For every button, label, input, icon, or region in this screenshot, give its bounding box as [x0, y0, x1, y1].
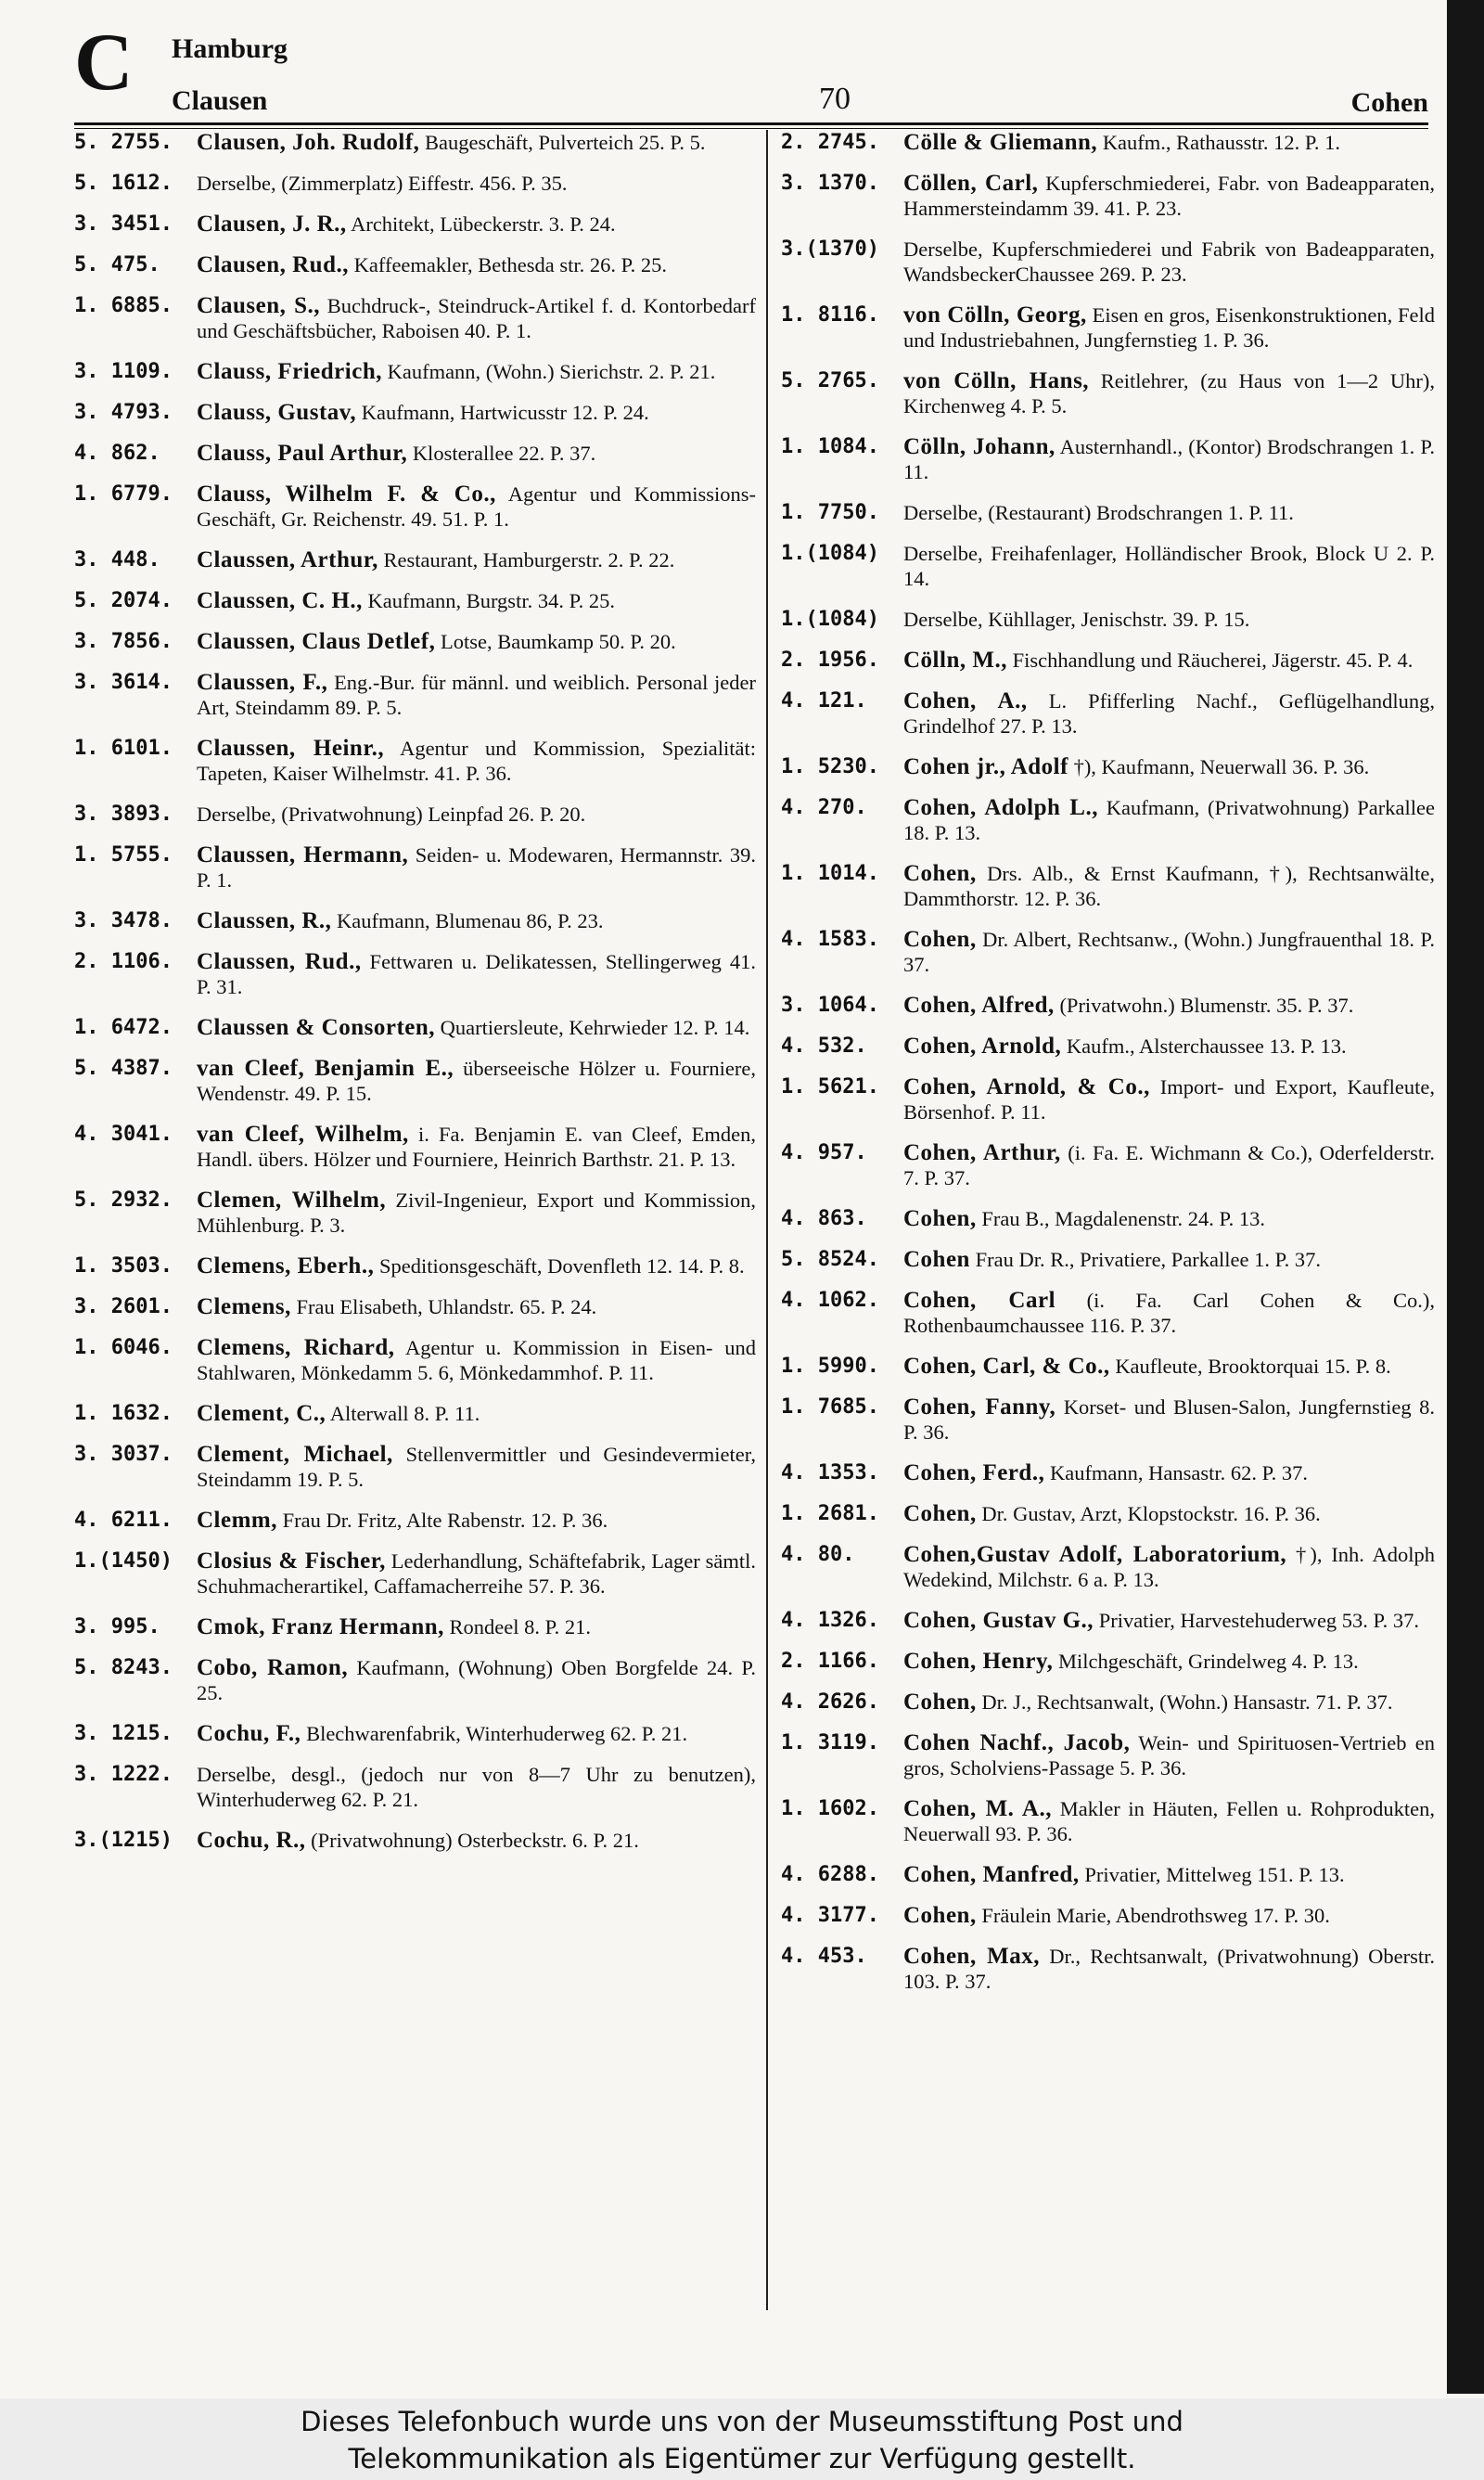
phone-number: 3. 3614. — [74, 671, 173, 694]
entry-details: überseeische Hölzer u. Fourniere, Wendenstr. 49. P. 15. — [197, 1057, 756, 1105]
phone-number: 3. 448. — [74, 548, 160, 572]
directory-entry — [74, 629, 756, 654]
directory-entry — [74, 130, 756, 155]
subscriber-name: Claussen, Heinr., — [197, 736, 385, 761]
phone-number: 4. 1062. — [781, 1289, 879, 1312]
entry-details: Kupferschmiederei, Fabr. von Badeapparaten, Hammersteindamm 39. 41. P. 23. — [903, 172, 1435, 220]
subscriber-name: Clausen, J. R., — [197, 212, 347, 237]
entry-details: Derselbe, Freihafenlager, Holländischer Brook, Block U 2. P. 14. — [903, 542, 1435, 590]
entry-details: Fischhandlung und Räucherei, Jägerstr. 45. P. 4. — [1006, 649, 1414, 672]
phone-number: 4. 863. — [781, 1207, 867, 1230]
phone-number: 3. 3893. — [74, 803, 173, 826]
directory-entry — [781, 1140, 1435, 1190]
entry-details: Frau B., Magdalenenstr. 24. P. 13. — [976, 1207, 1265, 1230]
directory-entry — [74, 359, 756, 384]
entry-details: Kaffeemakler, Bethesda str. 26. P. 25. — [349, 253, 667, 276]
directory-entry — [781, 1542, 1435, 1592]
header-rule — [74, 122, 1428, 125]
subscriber-name: Cohen, — [903, 1501, 977, 1526]
entry-details: Kaufmann, (Wohnung) Oben Borgfelde 24. P. 25. — [197, 1656, 756, 1704]
phone-number: 2. 1166. — [781, 1650, 879, 1673]
subscriber-name: Cohen, Manfred, — [903, 1862, 1080, 1887]
directory-entry — [74, 1508, 756, 1533]
entry-details: Derselbe, (Privatwohnung) Leinpfad 26. P. 20. — [197, 803, 586, 826]
subscriber-name: Cohen,Gustav Adolf, Laboratorium, — [903, 1542, 1287, 1567]
subscriber-name: Clement, C., — [197, 1401, 326, 1426]
directory-entry — [74, 588, 756, 613]
entry-details: Baugeschäft, Pulverteich 25. P. 5. — [419, 131, 706, 154]
entry-details: Buchdruck-, Steindruck-Artikel f. d. Kontorbedarf und Geschäftsbücher, Raboisen 40. P. 1. — [197, 294, 756, 342]
directory-entry — [74, 1548, 756, 1599]
subscriber-name: Cohen, Arnold, — [903, 1034, 1062, 1059]
directory-entry — [74, 1335, 756, 1385]
subscriber-name: Clemen, Wilhelm, — [197, 1188, 387, 1213]
directory-entry — [74, 212, 756, 237]
entry-details: Dr. Gustav, Arzt, Klopstockstr. 16. P. 36. — [976, 1502, 1321, 1525]
entry-details: Derselbe, (Zimmerplatz) Eiffestr. 456. P. 35. — [197, 172, 568, 195]
subscriber-name: Cohen, Carl, & Co., — [903, 1354, 1110, 1379]
directory-entry — [781, 302, 1435, 353]
subscriber-name: van Cleef, Wilhelm, — [197, 1122, 409, 1147]
directory-entry — [781, 1247, 1435, 1272]
entry-details: Eng.-Bur. für männl. und weiblich. Personal jeder Art, Steindamm 89. P. 5. — [197, 671, 756, 719]
directory-entry — [74, 1721, 756, 1746]
subscriber-name: Cohen, Fanny, — [903, 1394, 1056, 1420]
phone-number: 1. 1602. — [781, 1797, 879, 1820]
entry-details: Rondeel 8. P. 21. — [443, 1615, 592, 1638]
directory-entry — [74, 949, 756, 999]
subscriber-name: von Cölln, Hans, — [903, 368, 1090, 393]
left-column — [74, 130, 756, 1869]
subscriber-name: Cohen, — [903, 861, 977, 886]
subscriber-name: Cohen, Adolph L., — [903, 795, 1098, 820]
phone-number: 1. 6101. — [74, 737, 173, 760]
directory-entry — [781, 1862, 1435, 1887]
directory-entry — [74, 293, 756, 343]
entry-details: Privatier, Mittelweg 151. P. 13. — [1079, 1863, 1345, 1886]
entry-details: Blechwarenfabrik, Winterhuderweg 62. P. 21. — [301, 1722, 688, 1745]
subscriber-name: Clauss, Paul Arthur, — [197, 441, 408, 466]
entry-details: Kaufmann, (Wohn.) Sierichstr. 2. P. 21. — [381, 360, 716, 383]
phone-number: 5. 8524. — [781, 1248, 879, 1271]
phone-number: 1. 5230. — [781, 755, 879, 778]
phone-number: 1. 5755. — [74, 843, 173, 867]
subscriber-name: Clauss, Friedrich, — [197, 359, 382, 384]
page-header — [74, 17, 1428, 119]
phone-number: 4. 1353. — [781, 1461, 879, 1484]
subscriber-name: Cohen, Carl — [903, 1288, 1056, 1313]
entry-details: i. Fa. Benjamin E. van Cleef, Emden, Handl. übers. Hölzer und Fourniere, Heinrich Barthstr. 21. P. 13. — [197, 1123, 757, 1171]
entry-details: Wein- und Spirituosen-Vertrieb en gros, Scholviens-Passage 5. P. 36. — [903, 1731, 1435, 1780]
phone-number: 1. 1084. — [781, 435, 879, 458]
directory-entry — [74, 1762, 756, 1812]
subscriber-name: Cohen, M. A., — [903, 1796, 1052, 1821]
entry-details: Klosterallee 22. P. 37. — [407, 442, 596, 465]
directory-entry — [781, 1501, 1435, 1526]
subscriber-name: Clement, Michael, — [197, 1442, 393, 1467]
phone-number: 3. 1109. — [74, 360, 173, 383]
phone-number: 1. 2681. — [781, 1502, 879, 1525]
entry-details: Kaufleute, Brooktorquai 15. P. 8. — [1109, 1355, 1391, 1378]
entry-details: Agentur u. Kommission in Eisen- und Stahlwaren, Mönkedamm 5. 6, Mönkedammhof. P. 11. — [197, 1336, 756, 1384]
phone-number: 3. 3037. — [74, 1443, 173, 1466]
entry-details: (i. Fa. E. Wichmann & Co.), Oderfelderstr. 7. P. 37. — [903, 1141, 1435, 1189]
phone-number: 5. 2932. — [74, 1189, 173, 1212]
directory-entry — [781, 1690, 1435, 1715]
phone-number: 4. 3041. — [74, 1123, 173, 1146]
phone-number: 5. 2755. — [74, 131, 173, 154]
directory-entry — [74, 802, 756, 827]
directory-entry — [74, 1614, 756, 1639]
directory-entry — [781, 1903, 1435, 1928]
phone-number: 3. 2601. — [74, 1295, 173, 1318]
entry-details: (Privatwohn.) Blumenstr. 35. P. 37. — [1054, 994, 1354, 1017]
archive-footer — [0, 2398, 1484, 2480]
entry-details: Korset- und Blusen-Salon, Jungfernstieg 8. P. 36. — [903, 1395, 1435, 1444]
phone-number: 5. 2765. — [781, 369, 879, 392]
directory-entry — [781, 130, 1435, 155]
directory-entry — [74, 252, 756, 277]
phone-number: 1. 3503. — [74, 1254, 173, 1278]
phone-number: 1.(1084) — [781, 542, 879, 565]
directory-entry — [781, 1034, 1435, 1059]
subscriber-name: Claussen, Hermann, — [197, 842, 409, 867]
directory-entry — [74, 670, 756, 720]
directory-entry — [781, 861, 1435, 911]
directory-entry — [781, 1288, 1435, 1338]
entry-details: Kaufmann, Blumenau 86, P. 23. — [331, 909, 604, 932]
directory-entry — [781, 754, 1435, 779]
phone-number: 4. 957. — [781, 1141, 867, 1164]
directory-entry — [781, 607, 1435, 632]
phone-number: 3. 1370. — [781, 172, 879, 195]
subscriber-name: Claussen, F., — [197, 670, 328, 695]
phone-number: 4. 3177. — [781, 1904, 879, 1927]
entry-details: Speditionsgeschäft, Dovenfleth 12. 14. P. 8. — [374, 1254, 745, 1278]
entry-details: Reitlehrer, (zu Haus von 1—2 Uhr), Kirchenweg 4. P. 5. — [903, 369, 1435, 418]
directory-entry — [781, 434, 1435, 484]
directory-entry — [74, 1401, 756, 1426]
phone-number: 1.(1084) — [781, 608, 879, 631]
phone-number: 5. 475. — [74, 253, 160, 276]
phone-number: 3. 3478. — [74, 909, 173, 932]
directory-entry — [781, 237, 1435, 287]
directory-entry — [781, 368, 1435, 418]
entry-details: Alterwall 8. P. 11. — [326, 1402, 480, 1425]
directory-entry — [781, 171, 1435, 221]
subscriber-name: Clausen, S., — [197, 293, 321, 318]
directory-entry — [74, 1442, 756, 1492]
phone-number: 3. 1215. — [74, 1722, 173, 1745]
directory-entry — [781, 1730, 1435, 1780]
subscriber-name: Cöllen, Carl, — [903, 171, 1039, 196]
directory-entry — [781, 795, 1435, 845]
phone-number: 4. 6211. — [74, 1509, 173, 1532]
entry-details: Agentur und Kommissions-Geschäft, Gr. Reichenstr. 49. 51. P. 1. — [197, 482, 756, 531]
subscriber-name: Cohen Nachf., Jacob, — [903, 1730, 1131, 1755]
directory-entry — [781, 1394, 1435, 1445]
phone-number: 1. 7685. — [781, 1395, 879, 1419]
directory-entry — [781, 1944, 1435, 1994]
subscriber-name: Cohen, — [903, 1206, 977, 1231]
phone-number: 3. 995. — [74, 1615, 160, 1638]
phone-number: 1. 3119. — [781, 1731, 879, 1754]
directory-entry — [74, 1188, 756, 1238]
header-city: Hamburg — [172, 33, 288, 64]
subscriber-name: Claussen, C. H., — [197, 588, 363, 613]
phone-number: 1. 1632. — [74, 1402, 173, 1425]
phone-number: 4. 453. — [781, 1945, 867, 1968]
directory-entry — [781, 541, 1435, 591]
subscriber-name: Cohen, Alfred, — [903, 993, 1055, 1018]
entry-details: Kaufmann, Hansastr. 62. P. 37. — [1044, 1461, 1309, 1484]
entry-details: Import- und Export, Kaufleute, Börsenhof. P. 11. — [903, 1075, 1435, 1124]
subscriber-name: Clausen, Rud., — [197, 252, 349, 277]
directory-entry — [74, 1828, 756, 1853]
subscriber-name: Cochu, R., — [197, 1828, 306, 1853]
subscriber-name: Claussen, Rud., — [197, 949, 362, 974]
subscriber-name: Cohen jr., Adolf — [903, 754, 1068, 779]
page-number: 70 — [819, 82, 851, 116]
subscriber-name: Cohen, — [903, 1690, 977, 1715]
directory-entry — [74, 171, 756, 196]
entry-details: †), Kaufmann, Neuerwall 36. P. 36. — [1068, 755, 1370, 778]
directory-entry — [781, 648, 1435, 673]
phone-number: 3.(1215) — [74, 1829, 173, 1852]
directory-entry — [74, 1122, 756, 1172]
entry-details: Lederhandlung, Schäftefabrik, Lager sämtl. Schuhmacherartikel, Caffamacherreihe 57. P. 36. — [197, 1549, 756, 1598]
entry-details: Agentur und Kommission, Spezialität: Tapeten, Kaiser Wilhelmstr. 41. P. 36. — [197, 737, 756, 785]
directory-entry — [74, 908, 756, 933]
entry-details: L. Pfifferling Nachf., Geflügelhandlung, Grindelhof 27. P. 13. — [903, 689, 1435, 738]
subscriber-name: Clauss, Wilhelm F. & Co., — [197, 482, 496, 507]
directory-entry — [74, 1655, 756, 1705]
subscriber-name: Cohen, Arthur, — [903, 1140, 1061, 1165]
section-letter: C — [74, 18, 134, 108]
subscriber-name: Clemens, — [197, 1294, 291, 1319]
entry-details: Privatier, Harvestehuderweg 53. P. 37. — [1094, 1609, 1419, 1632]
directory-entry — [74, 482, 756, 532]
directory-entry — [781, 1206, 1435, 1231]
directory-entry — [74, 842, 756, 893]
subscriber-name: Clemens, Richard, — [197, 1335, 395, 1360]
subscriber-name: Clauss, Gustav, — [197, 400, 357, 425]
next-page-edge — [1447, 0, 1484, 2394]
entry-details: (i. Fa. Carl Cohen & Co.), Rothenbaumchaussee 116. P. 37. — [903, 1289, 1435, 1337]
phone-number: 1. 6472. — [74, 1016, 173, 1039]
subscriber-name: Cölle & Gliemann, — [903, 130, 1098, 155]
directory-entry — [781, 993, 1435, 1018]
subscriber-name: Claussen, R., — [197, 908, 332, 933]
footer-line-2: Telekommunikation als Eigentümer zur Verfügung gestellt. — [348, 2443, 1136, 2474]
subscriber-name: Clemm, — [197, 1508, 277, 1533]
entry-details: †), Inh. Adolph Wedekind, Milchstr. 6 a. P. 13. — [903, 1543, 1436, 1591]
entry-details: Frau Dr. Fritz, Alte Rabenstr. 12. P. 36. — [277, 1509, 608, 1532]
directory-entry — [74, 441, 756, 466]
subscriber-name: von Cölln, Georg, — [903, 302, 1087, 328]
directory-entry — [74, 400, 756, 425]
entry-details: Fräulein Marie, Abendrothsweg 17. P. 30. — [976, 1904, 1330, 1927]
entry-details: Frau Dr. R., Privatiere, Parkallee 1. P. 37. — [969, 1248, 1322, 1271]
phone-number: 1. 8116. — [781, 303, 879, 327]
entry-details: (Privatwohnung) Osterbeckstr. 6. P. 21. — [305, 1829, 639, 1852]
phone-number: 4. 1326. — [781, 1609, 879, 1632]
directory-entry — [781, 1074, 1435, 1124]
subscriber-name: Clemens, Eberh., — [197, 1253, 375, 1279]
header-rule-thin — [74, 128, 1428, 129]
phone-number: 3. 3451. — [74, 212, 173, 236]
subscriber-name: van Cleef, Benjamin E., — [197, 1056, 454, 1081]
directory-entry — [74, 736, 756, 786]
phone-number: 2. 1956. — [781, 649, 879, 672]
entry-details: Austernhandl., (Kontor) Brodschrangen 1. P. 11. — [903, 435, 1435, 483]
phone-number: 4. 6288. — [781, 1863, 879, 1886]
subscriber-name: Cohen — [903, 1247, 970, 1272]
directory-entry — [781, 688, 1435, 739]
phone-number: 3. 1222. — [74, 1763, 173, 1786]
phone-number: 4. 1583. — [781, 928, 879, 951]
subscriber-name: Cohen, Gustav G., — [903, 1608, 1094, 1633]
entry-details: Makler in Häuten, Fellen u. Rohprodukten, Neuerwall 93. P. 36. — [903, 1797, 1435, 1845]
subscriber-name: Cohen, Henry, — [903, 1649, 1054, 1674]
entry-details: Drs. Alb., & Ernst Kaufmann, †), Rechtsanwälte, Dammthorstr. 12. P. 36. — [903, 862, 1435, 910]
directory-entry — [74, 1253, 756, 1279]
subscriber-name: Cohen, — [903, 927, 977, 952]
entry-details: Kaufmann, Burgstr. 34. P. 25. — [362, 589, 615, 612]
phone-number: 1.(1450) — [74, 1549, 173, 1573]
column-divider — [766, 130, 768, 2310]
subscriber-name: Cohen, Arnold, & Co., — [903, 1074, 1150, 1099]
entry-details: Restaurant, Hamburgerstr. 2. P. 22. — [377, 548, 675, 572]
phone-number: 4. 80. — [781, 1543, 855, 1566]
subscriber-name: Claussen & Consorten, — [197, 1015, 436, 1040]
entry-details: Derselbe, Kühllager, Jenischstr. 39. P. 15. — [903, 608, 1250, 631]
subscriber-name: Cölln, M., — [903, 648, 1007, 673]
directory-entry — [781, 1796, 1435, 1846]
phone-number: 5. 8243. — [74, 1656, 173, 1679]
phone-number: 4. 270. — [781, 796, 867, 819]
entry-details: Lotse, Baumkamp 50. P. 20. — [435, 630, 676, 653]
entry-details: Derselbe, Kupferschmiederei und Fabrik von Badeapparaten, WandsbeckerChaussee 269. P. 23. — [903, 238, 1435, 286]
entry-details: Quartiersleute, Kehrwieder 12. P. 14. — [435, 1016, 750, 1039]
entry-details: Zivil-Ingenieur, Export und Kommission, Mühlenburg. P. 3. — [197, 1189, 756, 1237]
directory-entry — [781, 500, 1435, 525]
entry-details: Kaufm., Alsterchaussee 13. P. 13. — [1061, 1034, 1347, 1058]
phone-number: 3. 7856. — [74, 630, 173, 653]
entry-details: Kaufmann, (Privatwohnung) Parkallee 18. P. 13. — [903, 796, 1435, 844]
entry-details: Kaufm., Rathausstr. 12. P. 1. — [1097, 131, 1341, 154]
phone-number: 3. 4793. — [74, 401, 173, 424]
entry-details: Seiden- u. Modewaren, Hermannstr. 39. P. 1. — [197, 843, 756, 892]
footer-line-1: Dieses Telefonbuch wurde uns von der Museumsstiftung Post und — [301, 2406, 1183, 2437]
subscriber-name: Cölln, Johann, — [903, 434, 1055, 459]
directory-entry — [781, 1354, 1435, 1379]
entry-details: Dr. J., Rechtsanwalt, (Wohn.) Hansastr. 71. P. 37. — [976, 1690, 1393, 1714]
phone-number: 2. 1106. — [74, 950, 173, 973]
phone-number: 1. 6885. — [74, 294, 173, 317]
entry-details: Kaufmann, Hartwicusstr 12. P. 24. — [356, 401, 649, 424]
subscriber-name: Cohen, Max, — [903, 1944, 1040, 1969]
subscriber-name: Cohen, — [903, 1903, 977, 1928]
entry-details: Derselbe, desgl., (jedoch nur von 8—7 Uhr zu benutzen), Winterhuderweg 62. P. 21. — [197, 1763, 756, 1811]
phone-number: 3.(1370) — [781, 238, 879, 261]
phone-number: 1. 6779. — [74, 482, 173, 506]
directory-entry — [74, 1294, 756, 1319]
phone-number: 4. 532. — [781, 1034, 867, 1058]
subscriber-name: Cobo, Ramon, — [197, 1655, 349, 1680]
subscriber-name: Cohen, Ferd., — [903, 1460, 1045, 1485]
phone-number: 5. 1612. — [74, 172, 173, 195]
phone-number: 1. 5990. — [781, 1355, 879, 1378]
entry-details: Stellenvermittler und Gesindevermieter, Steindamm 19. P. 5. — [197, 1443, 756, 1491]
phone-number: 5. 2074. — [74, 589, 173, 612]
entry-details: Fettwaren u. Delikatessen, Stellingerweg 41. P. 31. — [197, 950, 756, 998]
subscriber-name: Claussen, Arthur, — [197, 547, 378, 572]
phone-number: 1. 5621. — [781, 1075, 879, 1099]
phone-number: 2. 2745. — [781, 131, 879, 154]
entry-details: Dr., Rechtsanwalt, (Privatwohnung) Oberstr. 103. P. 37. — [903, 1945, 1435, 1993]
directory-entry — [74, 1015, 756, 1040]
entry-details: Dr. Albert, Rechtsanw., (Wohn.) Jungfrauenthal 18. P. 37. — [903, 928, 1435, 976]
phone-number: 1. 7750. — [781, 501, 879, 524]
subscriber-name: Clausen, Joh. Rudolf, — [197, 130, 420, 155]
right-column — [781, 130, 1435, 2010]
directory-entry — [781, 1649, 1435, 1674]
header-last-entry: Cohen — [1350, 87, 1428, 118]
entry-details: Milchgeschäft, Grindelweg 4. P. 13. — [1053, 1650, 1359, 1673]
phone-number: 5. 4387. — [74, 1057, 173, 1080]
directory-entry — [781, 1608, 1435, 1633]
phone-number: 1. 1014. — [781, 862, 879, 885]
entry-details: Eisen en gros, Eisenkonstruktionen, Feld und Industriebahnen, Jungfernstieg 1. P. 36. — [903, 303, 1435, 352]
header-first-entry: Clausen — [172, 85, 268, 116]
phone-number: 1. 6046. — [74, 1336, 173, 1359]
phone-number: 3. 1064. — [781, 994, 879, 1017]
entry-details: Frau Elisabeth, Uhlandstr. 65. P. 24. — [290, 1295, 597, 1318]
subscriber-name: Cmok, Franz Hermann, — [197, 1614, 444, 1639]
entry-details: Derselbe, (Restaurant) Brodschrangen 1. P. 11. — [903, 501, 1294, 524]
phone-number: 4. 862. — [74, 442, 160, 465]
entry-details: Architekt, Lübeckerstr. 3. P. 24. — [346, 212, 616, 236]
subscriber-name: Cochu, F., — [197, 1721, 301, 1746]
directory-entry — [781, 927, 1435, 977]
subscriber-name: Claussen, Claus Detlef, — [197, 629, 436, 654]
directory-entry — [781, 1460, 1435, 1485]
subscriber-name: Cohen, A., — [903, 688, 1028, 713]
phone-number: 4. 121. — [781, 689, 867, 713]
directory-entry — [74, 547, 756, 572]
directory-entry — [74, 1056, 756, 1106]
subscriber-name: Closius & Fischer, — [197, 1548, 386, 1574]
phone-number: 4. 2626. — [781, 1690, 879, 1714]
